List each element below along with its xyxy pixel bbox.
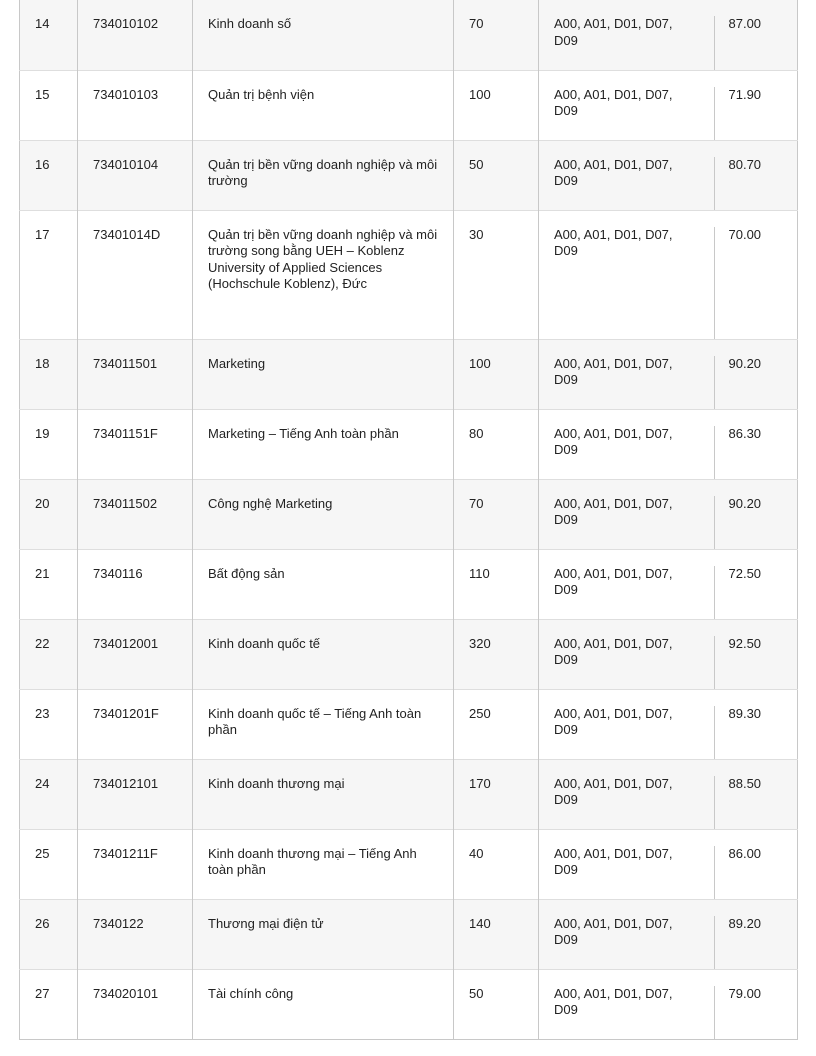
table-row	[20, 210, 798, 339]
quota: 30	[454, 210, 539, 339]
major-code: 734012101	[78, 759, 193, 829]
subject-combinations: A00, A01, D01, D07, D09	[539, 689, 714, 759]
admission-score: 86.30	[714, 409, 798, 479]
major-name: Kinh doanh thương mại	[193, 759, 454, 829]
table-row	[20, 140, 798, 210]
quota: 170	[454, 759, 539, 829]
quota: 70	[454, 479, 539, 549]
table-row	[20, 689, 798, 759]
table-row	[20, 479, 798, 549]
quota: 40	[454, 829, 539, 899]
major-code: 7340116	[78, 549, 193, 619]
quota: 80	[454, 409, 539, 479]
major-name: Thương mại điện tử	[193, 899, 454, 969]
admission-table	[19, 0, 798, 1040]
major-name: Kinh doanh quốc tế – Tiếng Anh toàn phần	[193, 689, 454, 759]
admission-score: 87.00	[714, 0, 798, 70]
admission-score: 70.00	[714, 210, 798, 339]
major-code: 73401211F	[78, 829, 193, 899]
table-row	[20, 759, 798, 829]
major-code: 734020101	[78, 969, 193, 1039]
major-name: Kinh doanh thương mại – Tiếng Anh toàn phần	[193, 829, 454, 899]
major-name: Marketing	[193, 339, 454, 409]
quota: 50	[454, 140, 539, 210]
quota: 250	[454, 689, 539, 759]
major-name: Kinh doanh quốc tế	[193, 619, 454, 689]
admission-score: 88.50	[714, 759, 798, 829]
row-index: 26	[20, 899, 78, 969]
quota: 110	[454, 549, 539, 619]
admission-score: 90.20	[714, 479, 798, 549]
major-name: Marketing – Tiếng Anh toàn phần	[193, 409, 454, 479]
subject-combinations: A00, A01, D01, D07, D09	[539, 339, 714, 409]
row-index: 18	[20, 339, 78, 409]
admission-score: 80.70	[714, 140, 798, 210]
major-code: 734011502	[78, 479, 193, 549]
major-code: 7340122	[78, 899, 193, 969]
row-index: 25	[20, 829, 78, 899]
row-index: 24	[20, 759, 78, 829]
quota: 140	[454, 899, 539, 969]
row-index: 17	[20, 210, 78, 339]
major-code: 734012001	[78, 619, 193, 689]
row-index: 27	[20, 969, 78, 1039]
subject-combinations: A00, A01, D01, D07, D09	[539, 479, 714, 549]
subject-combinations: A00, A01, D01, D07, D09	[539, 70, 714, 140]
row-index: 16	[20, 140, 78, 210]
quota: 100	[454, 70, 539, 140]
table-row	[20, 899, 798, 969]
subject-combinations: A00, A01, D01, D07, D09	[539, 549, 714, 619]
major-name: Quản trị bệnh viện	[193, 70, 454, 140]
subject-combinations: A00, A01, D01, D07, D09	[539, 140, 714, 210]
major-code: 734010103	[78, 70, 193, 140]
table-row	[20, 409, 798, 479]
quota: 70	[454, 0, 539, 70]
major-code: 73401014D	[78, 210, 193, 339]
admission-score: 92.50	[714, 619, 798, 689]
major-name: Bất động sản	[193, 549, 454, 619]
table-row	[20, 549, 798, 619]
row-index: 22	[20, 619, 78, 689]
admission-score: 86.00	[714, 829, 798, 899]
major-code: 734010102	[78, 0, 193, 70]
subject-combinations: A00, A01, D01, D07, D09	[539, 0, 714, 70]
row-index: 15	[20, 70, 78, 140]
table-row	[20, 0, 798, 70]
quota: 50	[454, 969, 539, 1039]
admission-score: 79.00	[714, 969, 798, 1039]
admission-score: 72.50	[714, 549, 798, 619]
table-row	[20, 829, 798, 899]
subject-combinations: A00, A01, D01, D07, D09	[539, 409, 714, 479]
subject-combinations: A00, A01, D01, D07, D09	[539, 899, 714, 969]
subject-combinations: A00, A01, D01, D07, D09	[539, 969, 714, 1039]
major-name: Công nghệ Marketing	[193, 479, 454, 549]
major-code: 734010104	[78, 140, 193, 210]
row-index: 21	[20, 549, 78, 619]
subject-combinations: A00, A01, D01, D07, D09	[539, 829, 714, 899]
admission-table-container	[19, 0, 797, 1040]
quota: 320	[454, 619, 539, 689]
admission-score: 90.20	[714, 339, 798, 409]
major-name: Quản trị bền vững doanh nghiệp và môi trường	[193, 140, 454, 210]
admission-score: 71.90	[714, 70, 798, 140]
major-name: Tài chính công	[193, 969, 454, 1039]
major-code: 73401201F	[78, 689, 193, 759]
row-index: 19	[20, 409, 78, 479]
table-row	[20, 339, 798, 409]
row-index: 20	[20, 479, 78, 549]
subject-combinations: A00, A01, D01, D07, D09	[539, 210, 714, 339]
quota: 100	[454, 339, 539, 409]
row-index: 14	[20, 0, 78, 70]
row-index: 23	[20, 689, 78, 759]
major-code: 734011501	[78, 339, 193, 409]
major-name: Kinh doanh số	[193, 0, 454, 70]
major-name: Quản trị bền vững doanh nghiệp và môi trường song bằng UEH – Koblenz University of Applied Sciences (Hochschule Koblenz), Đức	[193, 210, 454, 339]
subject-combinations: A00, A01, D01, D07, D09	[539, 619, 714, 689]
admission-score: 89.30	[714, 689, 798, 759]
table-row	[20, 70, 798, 140]
subject-combinations: A00, A01, D01, D07, D09	[539, 759, 714, 829]
table-row	[20, 969, 798, 1039]
table-row	[20, 619, 798, 689]
major-code: 73401151F	[78, 409, 193, 479]
admission-score: 89.20	[714, 899, 798, 969]
